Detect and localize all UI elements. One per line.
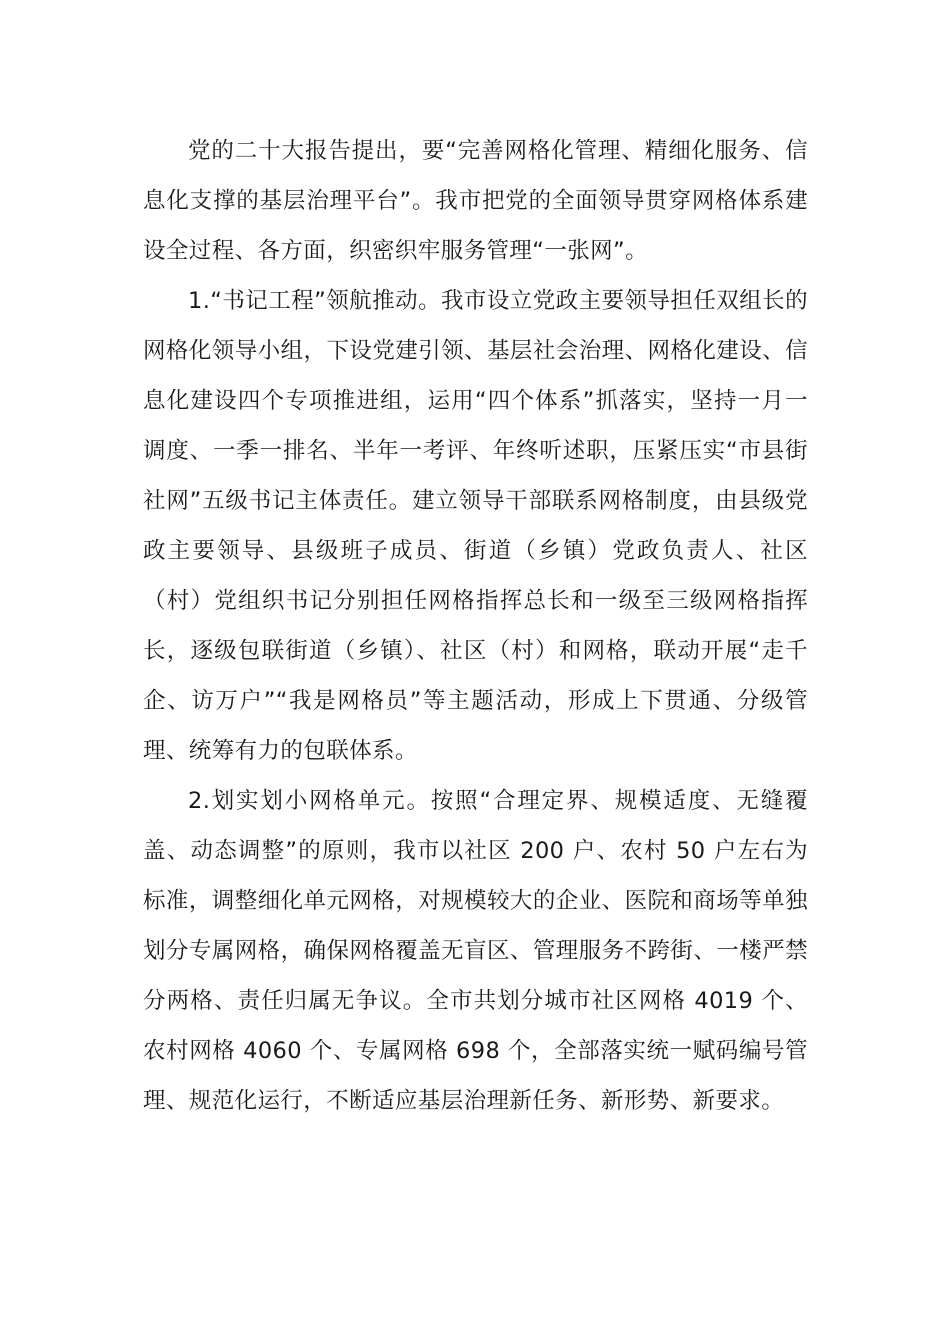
paragraph-intro: 党的二十大报告提出，要“完善网格化管理、精细化服务、信息化支撑的基层治理平台”。我市把党的全面领导贯穿网格体系建设全过程、各方面，织密织牢服务管理“一张网”。	[143, 138, 808, 264]
paragraph-secretary-project: 1.“书记工程”领航推动。我市设立党政主要领导担任双组长的网格化领导小组，下设党建引领、基层社会治理、网格化建设、信息化建设四个专项推进组，运用“四个体系”抓落实，坚持一月一调度、一季一排名、半年一考评、年终听述职，压紧压实“市县街社网”五级书记主体责任。建立领导干部联系网格制度，由县级党政主要领导、县级班子成员、街道（乡镇）党政负责人、社区（村）党组织书记分别担任网格指挥总长和一级至三级网格指挥长，逐级包联街道（乡镇）、社区（村）和网格，联动开展“走千企、访万户”“我是网格员”等主题活动，形成上下贯通、分级管理、统筹有力的包联体系。	[143, 288, 808, 764]
document-body	[143, 126, 808, 1126]
paragraph-grid-units: 2.划实划小网格单元。按照“合理定界、规模适度、无缝覆盖、动态调整”的原则，我市以社区 200 户、农村 50 户左右为标准，调整细化单元网格，对规模较大的企业、医院和商场等单独划分专属网格，确保网格覆盖无盲区、管理服务不跨街、一楼严禁分两格、责任归属无争议。全市共划分城市社区网格 4019 个、农村网格 4060 个、专属网格 698 个，全部落实统一赋码编号管理、规范化运行，不断适应基层治理新任务、新形势、新要求。	[143, 788, 808, 1114]
